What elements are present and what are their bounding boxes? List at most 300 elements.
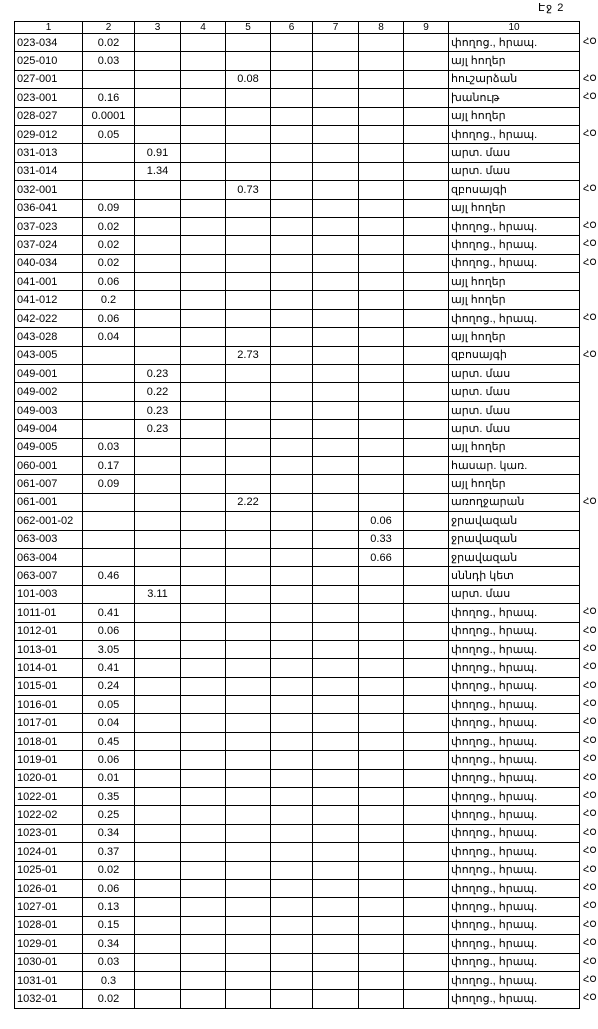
cell-col-8	[359, 640, 404, 658]
cell-col-6	[271, 935, 313, 953]
margin-mark: ՀՕ	[583, 900, 597, 910]
cell-col-9	[404, 309, 449, 327]
cell-col-6	[271, 843, 313, 861]
cell-col-7	[313, 990, 359, 1008]
cell-col-5	[226, 291, 271, 309]
cell-col-1: 1024-01	[15, 843, 83, 861]
cell-col-4	[181, 217, 226, 235]
cell-col-9	[404, 898, 449, 916]
cell-col-1: 1028-01	[15, 916, 83, 934]
table-row	[15, 714, 580, 732]
cell-col-8	[359, 935, 404, 953]
cell-col-5	[226, 144, 271, 162]
cell-col-3	[135, 530, 181, 548]
table-row	[15, 144, 580, 162]
land-table	[14, 21, 580, 1009]
margin-mark: ՀՕ	[583, 312, 597, 322]
cell-col-7	[313, 843, 359, 861]
margin-mark: ՀՕ	[583, 827, 597, 837]
cell-col-2	[83, 383, 135, 401]
cell-col-10: փողոց., հրապ.	[449, 254, 580, 272]
cell-col-8	[359, 273, 404, 291]
table-row	[15, 806, 580, 824]
cell-col-1: 036-041	[15, 199, 83, 217]
cell-col-2	[83, 70, 135, 88]
cell-col-10: փողոց., հրապ.	[449, 824, 580, 842]
cell-col-5	[226, 512, 271, 530]
cell-col-1: 1011-01	[15, 604, 83, 622]
table-row	[15, 843, 580, 861]
cell-col-9	[404, 236, 449, 254]
cell-col-6	[271, 236, 313, 254]
cell-col-8	[359, 971, 404, 989]
cell-col-7	[313, 199, 359, 217]
cell-col-1: 1023-01	[15, 824, 83, 842]
cell-col-9	[404, 383, 449, 401]
cell-col-6	[271, 493, 313, 511]
margin-mark: ՀՕ	[583, 643, 597, 653]
cell-col-8	[359, 714, 404, 732]
cell-col-10: հուշարձան	[449, 70, 580, 88]
cell-col-1: 062-001-02	[15, 512, 83, 530]
cell-col-5	[226, 604, 271, 622]
cell-col-3: 0.23	[135, 401, 181, 419]
cell-col-10: այլ հողեր	[449, 475, 580, 493]
cell-col-7	[313, 328, 359, 346]
cell-col-8	[359, 162, 404, 180]
cell-col-5	[226, 567, 271, 585]
margin-mark: ՀՕ	[583, 36, 597, 46]
cell-col-6	[271, 34, 313, 52]
cell-col-5	[226, 273, 271, 291]
cell-col-2: 0.02	[83, 236, 135, 254]
cell-col-2: 0.09	[83, 475, 135, 493]
cell-col-8	[359, 769, 404, 787]
column-header-1: 1	[15, 22, 83, 34]
table-row	[15, 401, 580, 419]
cell-col-5	[226, 107, 271, 125]
cell-col-2: 0.01	[83, 769, 135, 787]
cell-col-5	[226, 236, 271, 254]
cell-col-7	[313, 714, 359, 732]
column-header-10: 10	[449, 22, 580, 34]
cell-col-10: փողոց., հրապ.	[449, 916, 580, 934]
column-header-7: 7	[313, 22, 359, 34]
cell-col-8	[359, 659, 404, 677]
cell-col-2: 0.37	[83, 843, 135, 861]
cell-col-5	[226, 714, 271, 732]
cell-col-2	[83, 530, 135, 548]
cell-col-5	[226, 953, 271, 971]
cell-col-10: փողոց., հրապ.	[449, 953, 580, 971]
cell-col-6	[271, 328, 313, 346]
table-row	[15, 125, 580, 143]
cell-col-7	[313, 346, 359, 364]
cell-col-2: 0.04	[83, 328, 135, 346]
cell-col-1: 1032-01	[15, 990, 83, 1008]
cell-col-1: 1015-01	[15, 677, 83, 695]
cell-col-6	[271, 696, 313, 714]
cell-col-1: 042-022	[15, 309, 83, 327]
cell-col-7	[313, 548, 359, 566]
cell-col-7	[313, 898, 359, 916]
cell-col-7	[313, 254, 359, 272]
column-header-9: 9	[404, 22, 449, 34]
cell-col-6	[271, 806, 313, 824]
cell-col-8	[359, 475, 404, 493]
table-row	[15, 420, 580, 438]
table-row	[15, 70, 580, 88]
cell-col-4	[181, 567, 226, 585]
margin-mark: ՀՕ	[583, 625, 597, 635]
cell-col-1: 061-007	[15, 475, 83, 493]
cell-col-5: 2.73	[226, 346, 271, 364]
cell-col-7	[313, 273, 359, 291]
cell-col-9	[404, 677, 449, 695]
cell-col-1: 049-001	[15, 365, 83, 383]
cell-col-6	[271, 824, 313, 842]
cell-col-2	[83, 162, 135, 180]
cell-col-3	[135, 604, 181, 622]
table-row	[15, 328, 580, 346]
cell-col-10: այլ հողեր	[449, 107, 580, 125]
cell-col-3	[135, 34, 181, 52]
cell-col-6	[271, 512, 313, 530]
cell-col-8	[359, 52, 404, 70]
cell-col-1: 063-003	[15, 530, 83, 548]
cell-col-6	[271, 273, 313, 291]
cell-col-10: ջրավազան	[449, 530, 580, 548]
cell-col-9	[404, 530, 449, 548]
cell-col-6	[271, 438, 313, 456]
cell-col-1: 101-003	[15, 585, 83, 603]
cell-col-7	[313, 971, 359, 989]
table-row	[15, 34, 580, 52]
margin-mark: ՀՕ	[583, 992, 597, 1002]
cell-col-8	[359, 346, 404, 364]
cell-col-9	[404, 622, 449, 640]
cell-col-8	[359, 236, 404, 254]
cell-col-6	[271, 162, 313, 180]
cell-col-8	[359, 365, 404, 383]
cell-col-7	[313, 70, 359, 88]
cell-col-10: փողոց., հրապ.	[449, 236, 580, 254]
column-header-6: 6	[271, 22, 313, 34]
column-header-3: 3	[135, 22, 181, 34]
cell-col-6	[271, 640, 313, 658]
table-row	[15, 732, 580, 750]
cell-col-5	[226, 640, 271, 658]
cell-col-5	[226, 328, 271, 346]
cell-col-6	[271, 971, 313, 989]
cell-col-1: 049-004	[15, 420, 83, 438]
cell-col-9	[404, 935, 449, 953]
cell-col-6	[271, 567, 313, 585]
cell-col-6	[271, 677, 313, 695]
cell-col-4	[181, 493, 226, 511]
cell-col-7	[313, 751, 359, 769]
cell-col-8	[359, 604, 404, 622]
cell-col-8	[359, 328, 404, 346]
margin-mark: ՀՕ	[583, 128, 597, 138]
cell-col-5	[226, 585, 271, 603]
cell-col-2: 0.34	[83, 935, 135, 953]
cell-col-1: 049-002	[15, 383, 83, 401]
cell-col-5	[226, 217, 271, 235]
cell-col-1: 023-034	[15, 34, 83, 52]
cell-col-8	[359, 751, 404, 769]
cell-col-2: 0.09	[83, 199, 135, 217]
cell-col-9	[404, 732, 449, 750]
table-row	[15, 971, 580, 989]
cell-col-10: փողոց., հրապ.	[449, 604, 580, 622]
cell-col-5	[226, 383, 271, 401]
cell-col-6	[271, 585, 313, 603]
cell-col-7	[313, 916, 359, 934]
cell-col-4	[181, 107, 226, 125]
cell-col-1: 041-001	[15, 273, 83, 291]
cell-col-10: խանութ	[449, 89, 580, 107]
cell-col-4	[181, 291, 226, 309]
margin-mark: ՀՕ	[583, 790, 597, 800]
cell-col-7	[313, 34, 359, 52]
cell-col-9	[404, 806, 449, 824]
cell-col-4	[181, 309, 226, 327]
cell-col-7	[313, 935, 359, 953]
margin-mark: ՀՕ	[583, 606, 597, 616]
cell-col-5	[226, 456, 271, 474]
cell-col-10: փողոց., հրապ.	[449, 935, 580, 953]
cell-col-6	[271, 604, 313, 622]
cell-col-7	[313, 475, 359, 493]
cell-col-2	[83, 346, 135, 364]
cell-col-4	[181, 788, 226, 806]
cell-col-4	[181, 806, 226, 824]
cell-col-1: 1018-01	[15, 732, 83, 750]
cell-col-7	[313, 861, 359, 879]
cell-col-9	[404, 659, 449, 677]
cell-col-4	[181, 365, 226, 383]
cell-col-9	[404, 52, 449, 70]
cell-col-10: ջրավազան	[449, 512, 580, 530]
cell-col-6	[271, 125, 313, 143]
cell-col-9	[404, 107, 449, 125]
cell-col-7	[313, 107, 359, 125]
cell-col-8	[359, 916, 404, 934]
cell-col-4	[181, 144, 226, 162]
cell-col-1: 029-012	[15, 125, 83, 143]
cell-col-1: 1025-01	[15, 861, 83, 879]
cell-col-2: 0.41	[83, 659, 135, 677]
cell-col-4	[181, 732, 226, 750]
cell-col-5	[226, 898, 271, 916]
table-row	[15, 585, 580, 603]
cell-col-3	[135, 898, 181, 916]
cell-col-7	[313, 824, 359, 842]
cell-col-10: փողոց., հրապ.	[449, 622, 580, 640]
cell-col-1: 063-007	[15, 567, 83, 585]
cell-col-3	[135, 199, 181, 217]
table-row	[15, 604, 580, 622]
cell-col-5	[226, 769, 271, 787]
cell-col-9	[404, 291, 449, 309]
cell-col-3	[135, 236, 181, 254]
cell-col-6	[271, 52, 313, 70]
cell-col-10: փողոց., հրապ.	[449, 990, 580, 1008]
cell-col-1: 1020-01	[15, 769, 83, 787]
cell-col-4	[181, 769, 226, 787]
cell-col-3	[135, 732, 181, 750]
cell-col-4	[181, 659, 226, 677]
cell-col-8	[359, 291, 404, 309]
cell-col-8	[359, 217, 404, 235]
cell-col-5	[226, 254, 271, 272]
cell-col-9	[404, 401, 449, 419]
cell-col-6	[271, 456, 313, 474]
cell-col-6	[271, 291, 313, 309]
cell-col-1: 023-001	[15, 89, 83, 107]
cell-col-4	[181, 916, 226, 934]
cell-col-9	[404, 70, 449, 88]
cell-col-7	[313, 144, 359, 162]
cell-col-10: այլ հողեր	[449, 199, 580, 217]
cell-col-2: 0.02	[83, 254, 135, 272]
cell-col-10: փողոց., հրապ.	[449, 769, 580, 787]
cell-col-7	[313, 493, 359, 511]
cell-col-9	[404, 89, 449, 107]
cell-col-1: 1030-01	[15, 953, 83, 971]
page-label: Էջ 2	[538, 2, 565, 14]
cell-col-6	[271, 181, 313, 199]
cell-col-6	[271, 751, 313, 769]
cell-col-3: 0.91	[135, 144, 181, 162]
cell-col-7	[313, 806, 359, 824]
cell-col-10: փողոց., հրապ.	[449, 696, 580, 714]
cell-col-9	[404, 843, 449, 861]
cell-col-4	[181, 640, 226, 658]
cell-col-9	[404, 125, 449, 143]
cell-col-9	[404, 953, 449, 971]
cell-col-2: 0.24	[83, 677, 135, 695]
table-row	[15, 309, 580, 327]
cell-col-6	[271, 70, 313, 88]
cell-col-9	[404, 438, 449, 456]
table-row	[15, 236, 580, 254]
cell-col-6	[271, 990, 313, 1008]
cell-col-1: 031-013	[15, 144, 83, 162]
table-row	[15, 530, 580, 548]
cell-col-10: արտ. մաս	[449, 144, 580, 162]
table-row	[15, 861, 580, 879]
cell-col-8	[359, 843, 404, 861]
cell-col-2: 0.06	[83, 751, 135, 769]
cell-col-6	[271, 714, 313, 732]
cell-col-6	[271, 309, 313, 327]
cell-col-7	[313, 512, 359, 530]
cell-col-1: 043-028	[15, 328, 83, 346]
cell-col-4	[181, 953, 226, 971]
cell-col-1: 040-034	[15, 254, 83, 272]
cell-col-3	[135, 70, 181, 88]
cell-col-6	[271, 420, 313, 438]
table-row	[15, 273, 580, 291]
cell-col-4	[181, 420, 226, 438]
cell-col-10: փողոց., հրապ.	[449, 217, 580, 235]
cell-col-2: 0.06	[83, 309, 135, 327]
cell-col-8	[359, 732, 404, 750]
margin-mark: ՀՕ	[583, 735, 597, 745]
cell-col-5	[226, 52, 271, 70]
cell-col-5	[226, 879, 271, 897]
cell-col-8	[359, 125, 404, 143]
cell-col-9	[404, 475, 449, 493]
cell-col-4	[181, 34, 226, 52]
cell-col-1: 028-027	[15, 107, 83, 125]
cell-col-10: փողոց., հրապ.	[449, 879, 580, 897]
cell-col-2: 0.02	[83, 34, 135, 52]
cell-col-1: 031-014	[15, 162, 83, 180]
margin-mark: ՀՕ	[583, 919, 597, 929]
cell-col-4	[181, 328, 226, 346]
table-row	[15, 659, 580, 677]
cell-col-3	[135, 824, 181, 842]
cell-col-1: 049-005	[15, 438, 83, 456]
table-row	[15, 751, 580, 769]
cell-col-7	[313, 604, 359, 622]
cell-col-7	[313, 181, 359, 199]
cell-col-2	[83, 401, 135, 419]
cell-col-3	[135, 309, 181, 327]
cell-col-9	[404, 217, 449, 235]
cell-col-3	[135, 861, 181, 879]
cell-col-6	[271, 254, 313, 272]
margin-mark: ՀՕ	[583, 349, 597, 359]
cell-col-4	[181, 236, 226, 254]
cell-col-4	[181, 125, 226, 143]
cell-col-9	[404, 493, 449, 511]
cell-col-8	[359, 953, 404, 971]
cell-col-4	[181, 861, 226, 879]
cell-col-1: 063-004	[15, 548, 83, 566]
cell-col-6	[271, 530, 313, 548]
cell-col-2: 0.04	[83, 714, 135, 732]
cell-col-9	[404, 879, 449, 897]
table-row	[15, 879, 580, 897]
cell-col-6	[271, 548, 313, 566]
cell-col-4	[181, 401, 226, 419]
cell-col-7	[313, 89, 359, 107]
cell-col-8	[359, 696, 404, 714]
cell-col-2: 0.06	[83, 273, 135, 291]
table-row	[15, 291, 580, 309]
table-row	[15, 383, 580, 401]
table-row	[15, 456, 580, 474]
cell-col-2: 0.13	[83, 898, 135, 916]
cell-col-1: 041-012	[15, 291, 83, 309]
cell-col-3	[135, 622, 181, 640]
cell-col-7	[313, 456, 359, 474]
cell-col-10: հասար. կառ.	[449, 456, 580, 474]
cell-col-1: 1016-01	[15, 696, 83, 714]
cell-col-5	[226, 125, 271, 143]
cell-col-6	[271, 622, 313, 640]
cell-col-7	[313, 677, 359, 695]
cell-col-2: 0.06	[83, 622, 135, 640]
margin-mark: ՀՕ	[583, 974, 597, 984]
table-body	[15, 34, 580, 1009]
cell-col-8	[359, 677, 404, 695]
cell-col-7	[313, 640, 359, 658]
